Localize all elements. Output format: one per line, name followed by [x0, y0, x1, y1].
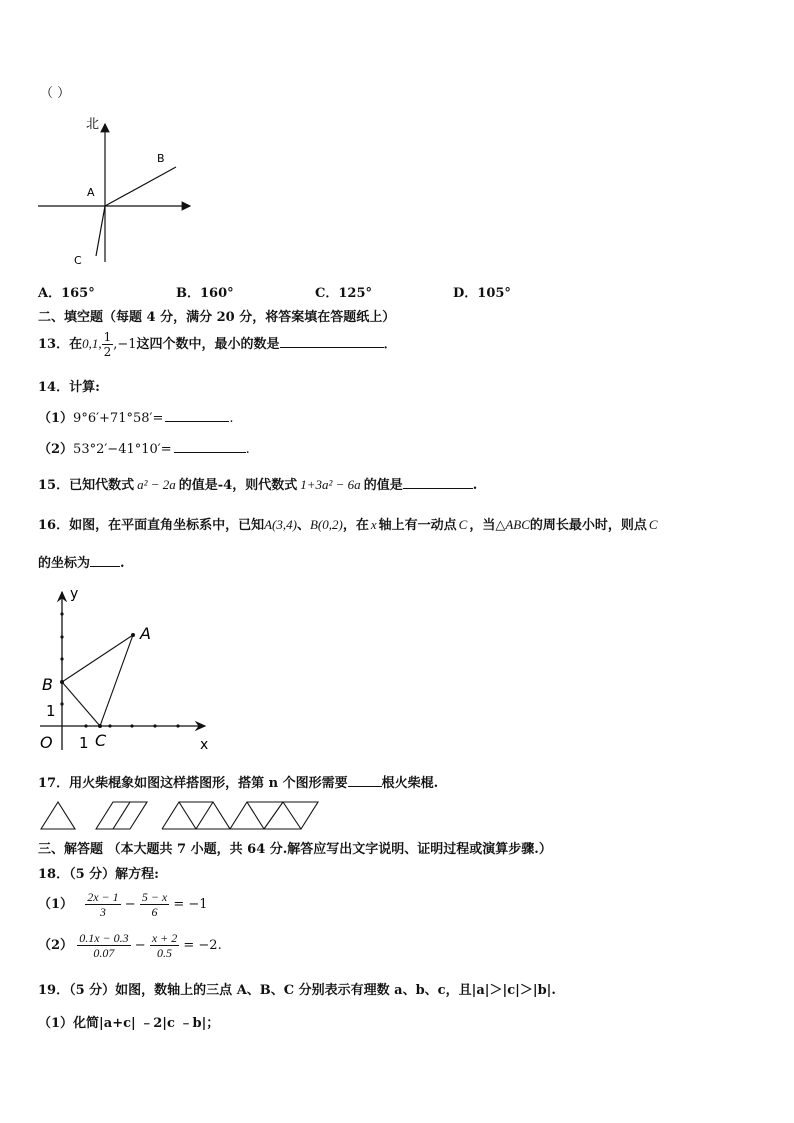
- q18-title: （5 分）解方程:: [69, 867, 159, 882]
- q16-t1: 如图，在平面直角坐标系中，已知: [69, 518, 265, 533]
- q15-expr1: a² − 2a: [137, 477, 176, 492]
- fig-label-c: C: [95, 731, 107, 750]
- label-b: B: [157, 152, 165, 165]
- q18-p2-end: .: [217, 938, 222, 953]
- label-c: C: [74, 254, 82, 267]
- q13-pre: 在: [69, 337, 83, 352]
- option-a: A．165°: [38, 286, 95, 301]
- q18-p1-label: （1）: [38, 897, 74, 912]
- question-19: [38, 979, 556, 998]
- q13-end: ．: [383, 337, 397, 352]
- option-b: B．160°: [176, 286, 234, 301]
- q18-p1-frac1: $\frac{2x - 1}{3}$: [87, 890, 119, 919]
- q15-end: .: [472, 478, 478, 493]
- q16-t2: ，在: [342, 518, 369, 533]
- fig-label-b: B: [42, 675, 53, 694]
- answer-bracket: （ ）: [40, 86, 71, 101]
- q16-point-b: B(0,2): [309, 517, 343, 532]
- q18-p2-frac2: $\frac{x + 2}{0.5}$: [151, 931, 178, 960]
- q18-part-1: [38, 890, 208, 919]
- q16-t3: 轴上有一动点: [378, 518, 457, 533]
- q14-p2-label: （2）: [38, 442, 74, 457]
- q18-p1-rhs: = −1: [173, 897, 208, 912]
- q18-part-2: [38, 931, 222, 960]
- q14-p1-label: （1）: [38, 411, 74, 426]
- q14-p1-end: .: [229, 411, 234, 426]
- q17-t2: 根火柴棍.: [381, 776, 439, 791]
- q18-p2-rhs: = −2: [183, 938, 218, 953]
- x-axis-label: x: [200, 737, 209, 753]
- section-2-heading: 二、填空题（每题 4 分，满分 20 分，将答案填在答题纸上）: [38, 310, 396, 325]
- q16-number: 16．: [38, 518, 70, 533]
- q16-line2-text: 的坐标为: [38, 556, 91, 571]
- q13-seq: 0,1,: [82, 336, 102, 351]
- q14-p2-end: .: [245, 442, 250, 457]
- q19-part-1: （1）化简|a+c| ﹣2|c ﹣b|；: [38, 1016, 220, 1031]
- q13-fraction: $\frac{1}{2}$: [103, 330, 112, 359]
- fig-label-1y: 1: [46, 702, 56, 720]
- q16-point-c2: C: [648, 517, 658, 532]
- q16-t5: 的周长最小时，则点: [529, 518, 647, 533]
- fig-label-a: A: [140, 624, 151, 643]
- q14-number: 14．: [38, 380, 70, 395]
- q15-expr2: 1+3a² − 6a: [300, 477, 361, 492]
- q18-p2-label: （2）: [38, 938, 74, 953]
- q14-p2-expr: 53°2′−41°10′=: [73, 442, 172, 457]
- q13-post: 这四个数中，最小的数是: [136, 337, 280, 352]
- section-3-heading: 三、解答题 （本大题共 7 小题，共 64 分.解答应写出文字说明、证明过程或演算步骤.）: [38, 842, 552, 857]
- q18-p2-minus: −: [134, 938, 146, 953]
- q16-end: .: [120, 556, 125, 571]
- q18-p2-frac1: $\frac{0.1x - 0.3}{0.07}$: [79, 931, 129, 960]
- label-a: A: [87, 186, 95, 199]
- q15-t2: 的值是-4，则代数式: [178, 478, 298, 493]
- q19-text: （5 分）如图，数轴上的三点 A、B、C 分别表示有理数 a、b、c，且|a|＞|c|＞|b|.: [69, 983, 556, 998]
- fig-label-o: O: [40, 733, 53, 752]
- north-label: 北: [86, 117, 100, 132]
- q18-p1-frac2: $\frac{5 - x}{6}$: [141, 890, 168, 919]
- q15-t3: 的值是: [363, 478, 403, 493]
- option-c: C．125°: [315, 286, 372, 301]
- q17-number: 17．: [38, 776, 70, 791]
- q13-number: 13．: [38, 337, 70, 352]
- q15-t1: 已知代数式: [69, 478, 135, 493]
- q14-p1-expr: 9°6′+71°58′=: [73, 411, 164, 426]
- q19-number: 19．: [38, 983, 70, 998]
- figure-3: [162, 802, 230, 829]
- question-18: [38, 863, 159, 882]
- option-d: D．105°: [453, 286, 511, 301]
- q15-number: 15．: [38, 478, 70, 493]
- q18-p1-minus: −: [124, 897, 136, 912]
- q18-number: 18．: [38, 867, 70, 882]
- q16-t4: ，当: [469, 518, 496, 533]
- q16-triangle: △ABC: [495, 517, 530, 532]
- q16-x-var: x: [370, 517, 377, 532]
- q17-t1: 用火柴棍象如图这样搭图形，搭第 n 个图形需要: [69, 776, 348, 791]
- q16-sep: 、: [296, 518, 310, 533]
- y-axis-label: y: [70, 586, 79, 602]
- fig-label-1x: 1: [79, 734, 89, 752]
- q14-title: 计算:: [69, 380, 100, 395]
- q16-point-c: C: [458, 517, 468, 532]
- q16-point-a: A(3,4): [264, 517, 297, 532]
- figure-1: [41, 802, 75, 829]
- q13-seq2: ,−1: [113, 337, 137, 352]
